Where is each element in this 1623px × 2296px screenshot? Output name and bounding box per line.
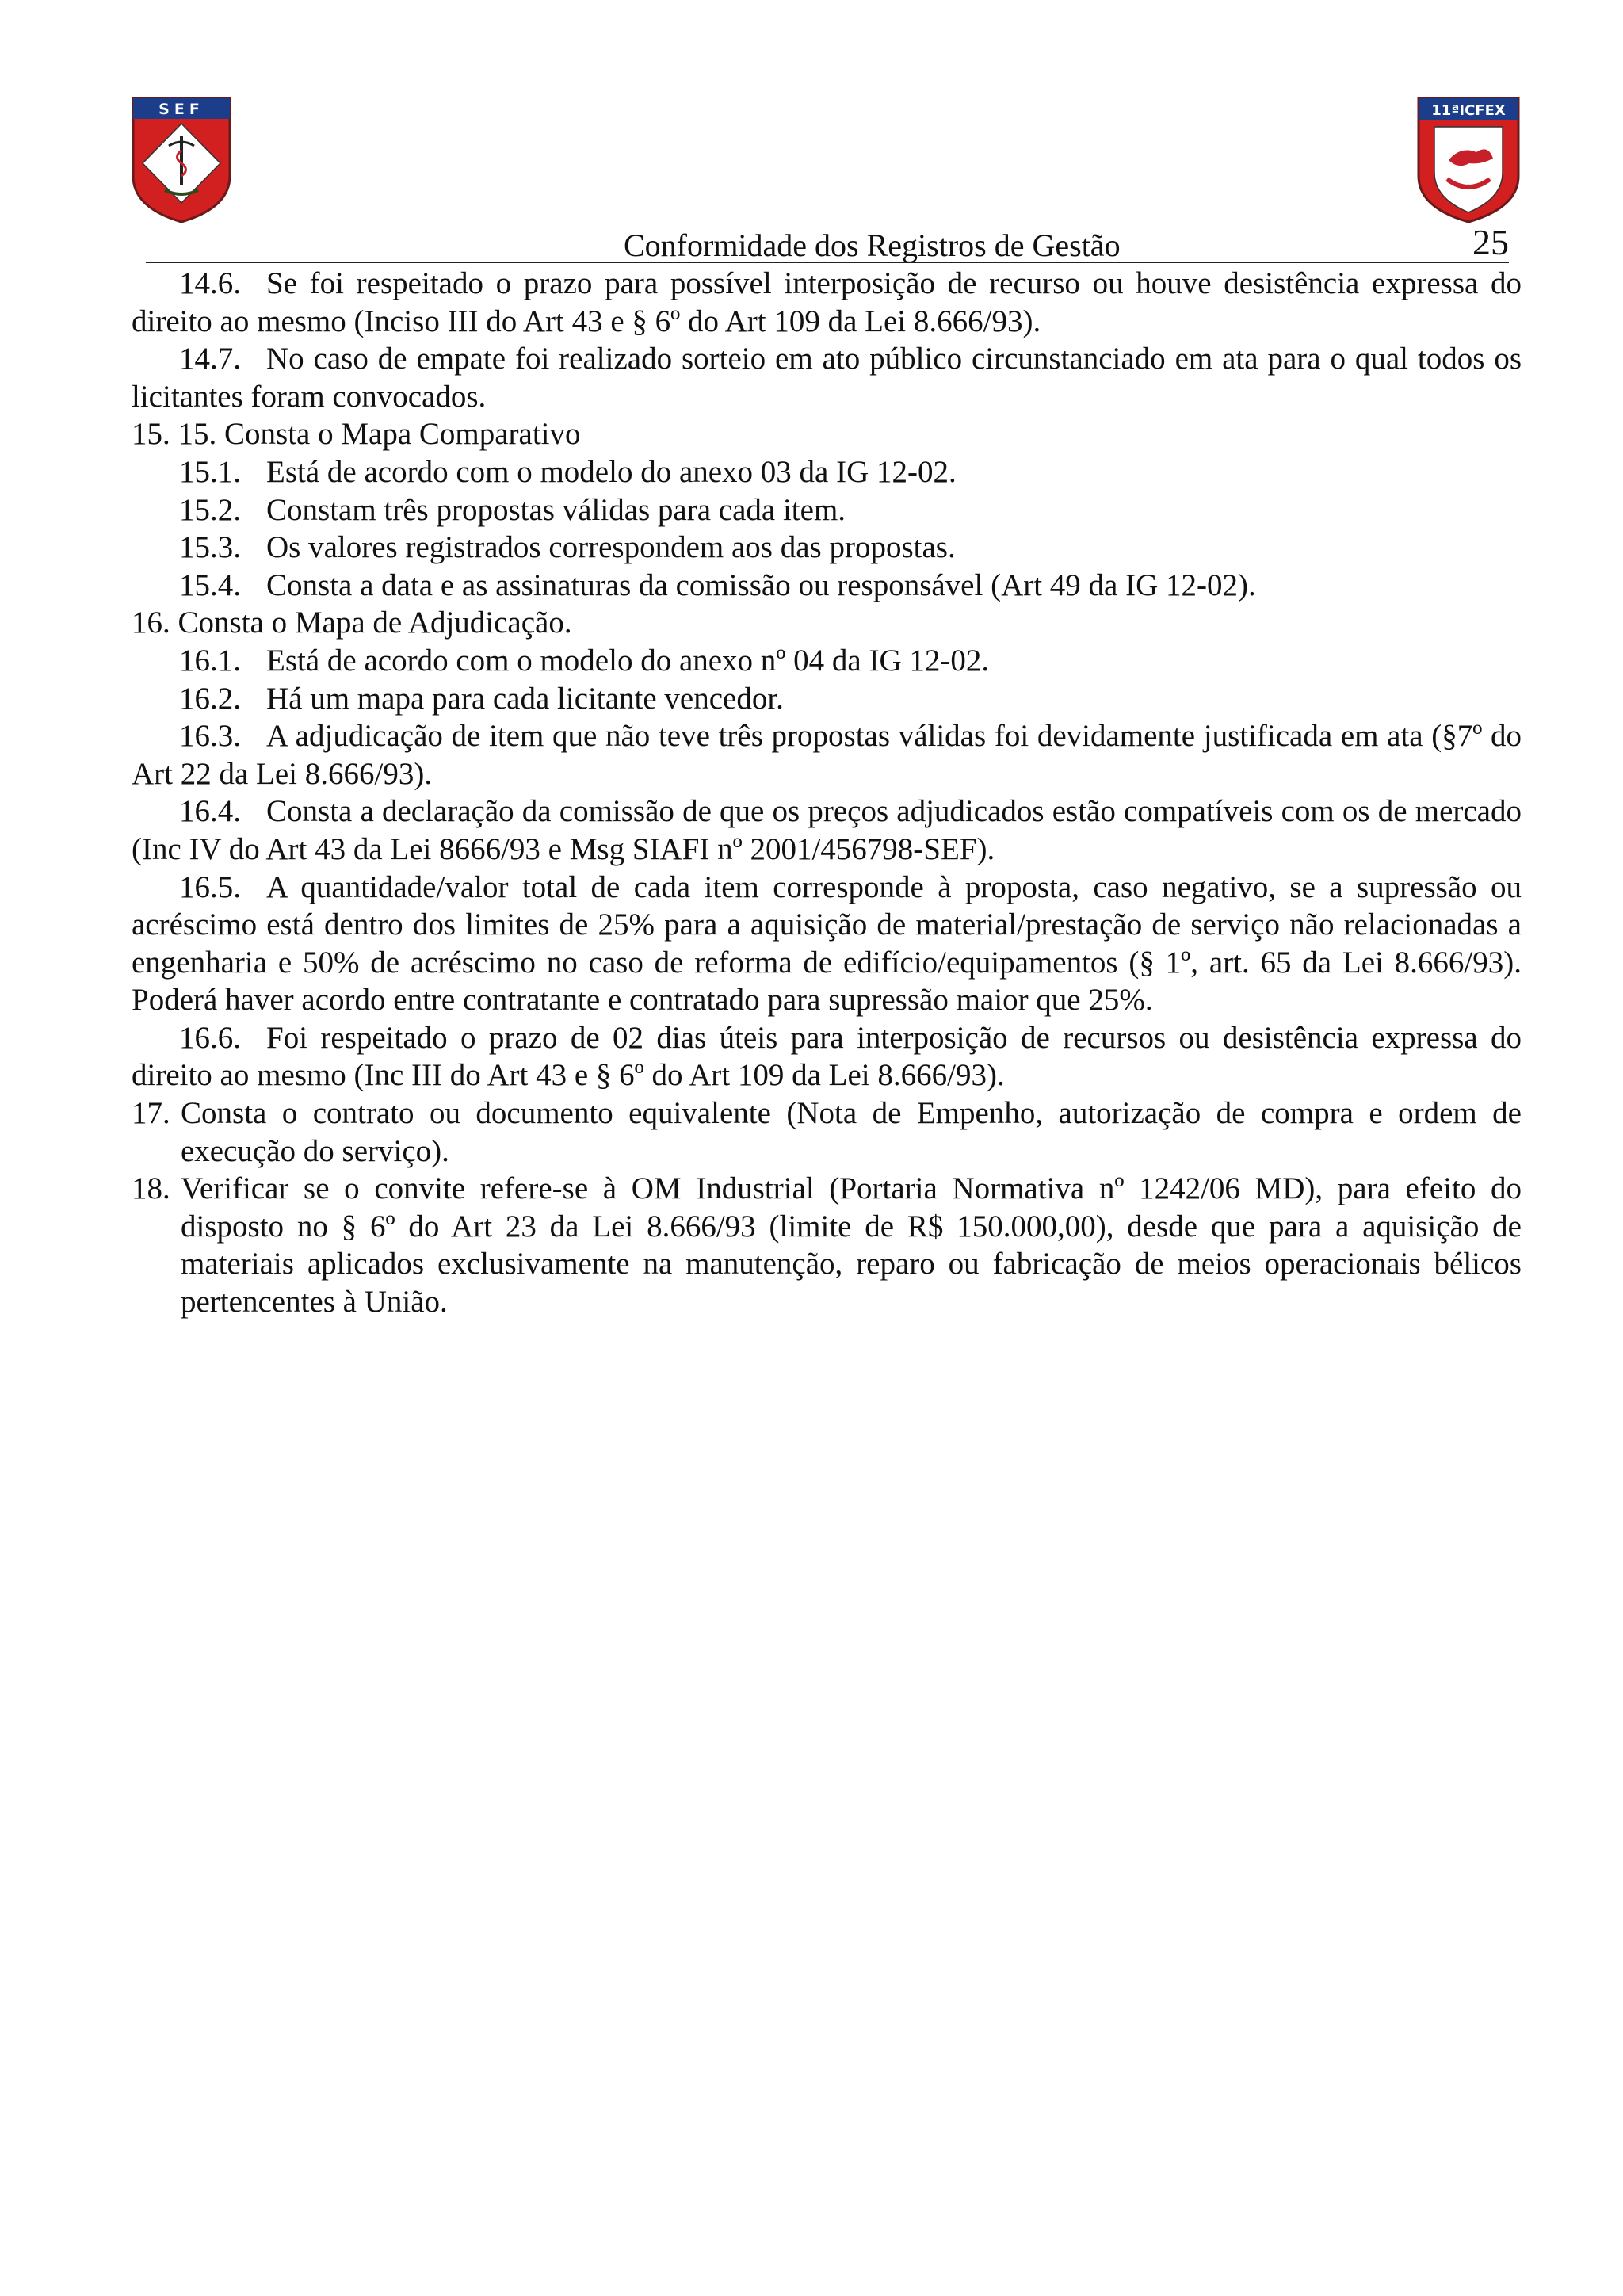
item-16-1: 16.1. Está de acordo com o modelo do anexo nº 04 da IG 12-02.	[179, 643, 990, 678]
icfex-logo	[1417, 97, 1520, 223]
item-17: 17. Consta o contrato ou documento equivalente (Nota de Empenho, autorização de compra e ordem de execução do serviço).	[132, 1096, 1522, 1168]
item-15: 15. 15. Consta o Mapa Comparativo	[132, 417, 581, 452]
item-18: 18. Verificar se o convite refere-se à OM Industrial (Portaria Normativa nº 1242/06 MD), para efeito do disposto no § 6º do Art 23 da Lei 8.666/93 (limite de R$ 150.000,00), desde que para a aquisição de materiais aplicados exclusivamente na manutenção, reparo ou fabricação de meios operacionais bélicos pertencentes à União.	[132, 1171, 1522, 1320]
page-number: 25	[1472, 222, 1509, 262]
item-16-2: 16.2. Há um mapa para cada licitante vencedor.	[179, 681, 784, 716]
item-15-3: 15.3. Os valores registrados correspondem aos das propostas.	[179, 530, 956, 565]
sef-logo-text: SEF	[158, 101, 204, 118]
item-16-6: 16.6. Foi respeitado o prazo de 02 dias úteis para interposição de recursos ou desistência expressa do direito ao mesmo (Inc III do Art 43 e § 6º do Art 109 da Lei 8.666/93).	[132, 1020, 1522, 1093]
item-16-4: 16.4. Consta a declaração da comissão de que os preços adjudicados estão compatíveis com os de mercado (Inc IV do Art 43 da Lei 8666/93 e Msg SIAFI nº 2001/456798-SEF).	[132, 794, 1522, 866]
item-14-7: 14.7. No caso de empate foi realizado sorteio em ato público circunstanciado em ata para o qual todos os licitantes foram convocados.	[132, 342, 1522, 414]
item-15-2: 15.2. Constam três propostas válidas para cada item.	[179, 492, 846, 527]
item-15-1: 15.1. Está de acordo com o modelo do anexo 03 da IG 12-02.	[179, 454, 957, 489]
item-14-6: 14.6. Se foi respeitado o prazo para possível interposição de recurso ou houve desistência expressa do direito ao mesmo (Inciso III do Art 43 e § 6º do Art 109 da Lei 8.666/93).	[132, 266, 1522, 338]
item-15-4: 15.4. Consta a data e as assinaturas da comissão ou responsável (Art 49 da IG 12-02).	[179, 567, 1256, 602]
header-title: Conformidade dos Registros de Gestão	[624, 227, 1121, 263]
sef-logo	[132, 97, 231, 223]
icfex-logo-text: 11ªICFEX	[1431, 102, 1506, 119]
item-16-3: 16.3. A adjudicação de item que não teve três propostas válidas foi devidamente justificada em ata (§7º do Art 22 da Lei 8.666/93).	[132, 719, 1522, 791]
running-header	[146, 223, 1509, 263]
checklist-body	[132, 265, 1522, 1321]
item-16: 16. Consta o Mapa de Adjudicação.	[132, 606, 572, 640]
item-16-5: 16.5. A quantidade/valor total de cada item corresponde à proposta, caso negativo, se a supressão ou acréscimo está dentro dos limites de 25% para a aquisição de material/prestação de serviço não relacionadas a engenharia e 50% de acréscimo no caso de reforma de edifício/equipamentos (§ 1º, art. 65 da Lei 8.666/93). Poderá haver acordo entre contratante e contratado para supressão maior que 25%.	[132, 869, 1522, 1018]
